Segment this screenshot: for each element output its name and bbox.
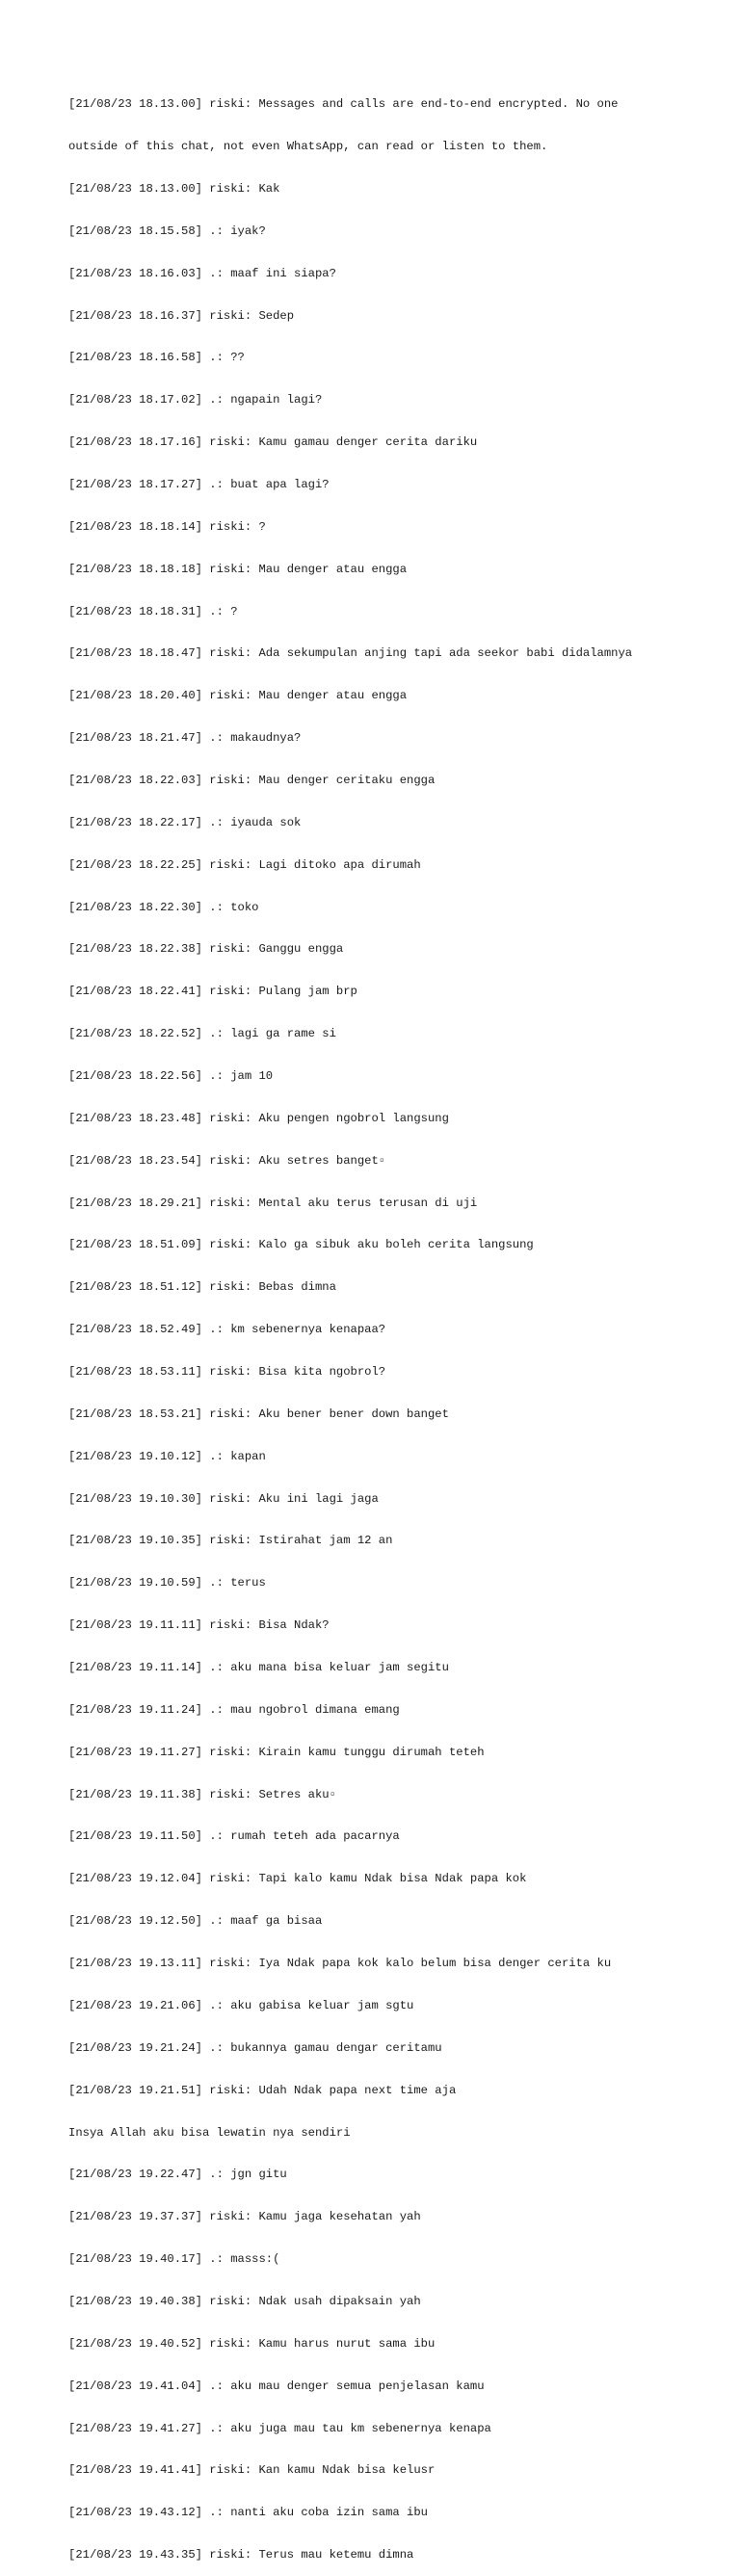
transcript-line: [21/08/23 19.41.27] .: aku juga mau tau km sebenernya kenapa [68, 2421, 491, 2435]
transcript-line: [21/08/23 19.11.38] riski: Setres aku▫ [68, 1787, 336, 1801]
transcript-line: [21/08/23 19.41.41] riski: Kan kamu Ndak bisa kelusr [68, 2463, 436, 2478]
transcript-line: [21/08/23 19.41.04] .: aku mau denger semua penjelasan kamu [68, 2379, 485, 2393]
transcript-line: [21/08/23 18.20.40] riski: Mau denger atau engga [68, 689, 408, 703]
transcript-line: [21/08/23 18.21.47] .: makaudnya? [68, 731, 302, 746]
transcript-line: [21/08/23 19.11.24] .: mau ngobrol dimana emang [68, 1702, 400, 1717]
transcript-line: [21/08/23 19.11.27] riski: Kirain kamu tunggu dirumah teteh [68, 1745, 485, 1759]
transcript-line: [21/08/23 19.11.14] .: aku mana bisa keluar jam segitu [68, 1661, 449, 1675]
transcript-line: [21/08/23 19.21.06] .: aku gabisa keluar jam sgtu [68, 1998, 414, 2012]
transcript-line: [21/08/23 19.10.35] riski: Istirahat jam 12 an [68, 1534, 393, 1548]
transcript-line: [21/08/23 18.22.17] .: iyauda sok [68, 815, 302, 829]
transcript-line: [21/08/23 18.22.25] riski: Lagi ditoko apa dirumah [68, 857, 421, 872]
transcript-line: [21/08/23 19.10.12] .: kapan [68, 1449, 266, 1463]
transcript-line: [21/08/23 18.23.48] riski: Aku pengen ngobrol langsung [68, 1111, 449, 1125]
transcript-line: [21/08/23 18.13.00] riski: Messages and calls are end-to-end encrypted. No one [68, 97, 619, 112]
transcript-line: [21/08/23 19.43.12] .: nanti aku coba izin sama ibu [68, 2506, 428, 2520]
transcript-line: [21/08/23 19.10.59] .: terus [68, 1576, 266, 1590]
transcript-line: [21/08/23 19.11.50] .: rumah teteh ada pacarnya [68, 1829, 400, 1844]
transcript-line: [21/08/23 18.22.56] .: jam 10 [68, 1069, 274, 1084]
transcript-line: [21/08/23 18.22.38] riski: Ganggu engga [68, 942, 344, 957]
transcript-line: [21/08/23 19.22.47] .: jgn gitu [68, 2168, 287, 2182]
transcript-line: [21/08/23 19.21.24] .: bukannya gamau dengar ceritamu [68, 2040, 442, 2055]
transcript-line: [21/08/23 19.12.50] .: maaf ga bisaa [68, 1914, 323, 1929]
transcript-line: [21/08/23 18.18.18] riski: Mau denger atau engga [68, 562, 408, 576]
transcript-line: [21/08/23 18.16.03] .: maaf ini siapa? [68, 266, 336, 280]
transcript-line: [21/08/23 18.53.11] riski: Bisa kita ngobrol? [68, 1365, 386, 1380]
transcript-line: [21/08/23 18.22.03] riski: Mau denger ceritaku engga [68, 774, 436, 787]
transcript-line: [21/08/23 19.40.52] riski: Kamu harus nurut sama ibu [68, 2336, 436, 2351]
transcript-line: [21/08/23 18.51.12] riski: Bebas dimna [68, 1280, 336, 1295]
transcript-line: [21/08/23 19.37.37] riski: Kamu jaga kesehatan yah [68, 2210, 421, 2224]
transcript-line: [21/08/23 19.40.17] .: masss:( [68, 2252, 280, 2267]
transcript-line: outside of this chat, not even WhatsApp, can read or listen to them. [68, 140, 548, 154]
transcript-line: [21/08/23 18.22.30] .: toko [68, 900, 259, 914]
transcript-line: [21/08/23 19.13.11] riski: Iya Ndak papa kok kalo belum bisa denger cerita ku [68, 1957, 612, 1971]
transcript-line: [21/08/23 19.12.04] riski: Tapi kalo kamu Ndak bisa Ndak papa kok [68, 1872, 527, 1886]
transcript-line: [21/08/23 19.11.11] riski: Bisa Ndak? [68, 1618, 330, 1633]
transcript-line: [21/08/23 18.18.14] riski: ? [68, 519, 266, 534]
transcript-line: [21/08/23 19.40.38] riski: Ndak usah dipaksain yah [68, 2294, 421, 2308]
transcript-line: [21/08/23 18.22.41] riski: Pulang jam brp [68, 985, 357, 999]
transcript-line: [21/08/23 19.43.35] riski: Terus mau ketemu dimna [68, 2548, 414, 2563]
transcript-line: [21/08/23 18.16.37] riski: Sedep [68, 308, 295, 323]
transcript-line: [21/08/23 18.13.00] riski: Kak [68, 181, 280, 196]
transcript-line: [21/08/23 18.22.52] .: lagi ga rame si [68, 1027, 336, 1041]
transcript-line: [21/08/23 19.10.30] riski: Aku ini lagi jaga [68, 1491, 379, 1506]
transcript-line: [21/08/23 18.52.49] .: km sebenernya kenapaa? [68, 1323, 386, 1337]
transcript-line: [21/08/23 18.18.31] .: ? [68, 604, 238, 618]
transcript-line: [21/08/23 18.17.02] .: ngapain lagi? [68, 393, 323, 407]
transcript-line: [21/08/23 18.15.58] .: iyak? [68, 223, 266, 238]
transcript-line: [21/08/23 18.51.09] riski: Kalo ga sibuk aku boleh cerita langsung [68, 1238, 534, 1252]
transcript-line: [21/08/23 18.53.21] riski: Aku bener bener down banget [68, 1406, 449, 1421]
chat-transcript [68, 69, 733, 2576]
transcript-line: [21/08/23 18.18.47] riski: Ada sekumpulan anjing tapi ada seekor babi didalamnya [68, 646, 633, 661]
transcript-line: [21/08/23 19.21.51] riski: Udah Ndak papa next time aja [68, 2083, 457, 2097]
transcript-line: [21/08/23 18.17.16] riski: Kamu gamau denger cerita dariku [68, 435, 478, 450]
transcript-line: Insya Allah aku bisa lewatin nya sendiri [68, 2125, 351, 2140]
transcript-line: [21/08/23 18.17.27] .: buat apa lagi? [68, 477, 330, 491]
transcript-line: [21/08/23 18.16.58] .: ?? [68, 351, 245, 365]
transcript-line: [21/08/23 18.29.21] riski: Mental aku terus terusan di uji [68, 1196, 478, 1210]
transcript-line: [21/08/23 18.23.54] riski: Aku setres banget▫ [68, 1153, 386, 1168]
